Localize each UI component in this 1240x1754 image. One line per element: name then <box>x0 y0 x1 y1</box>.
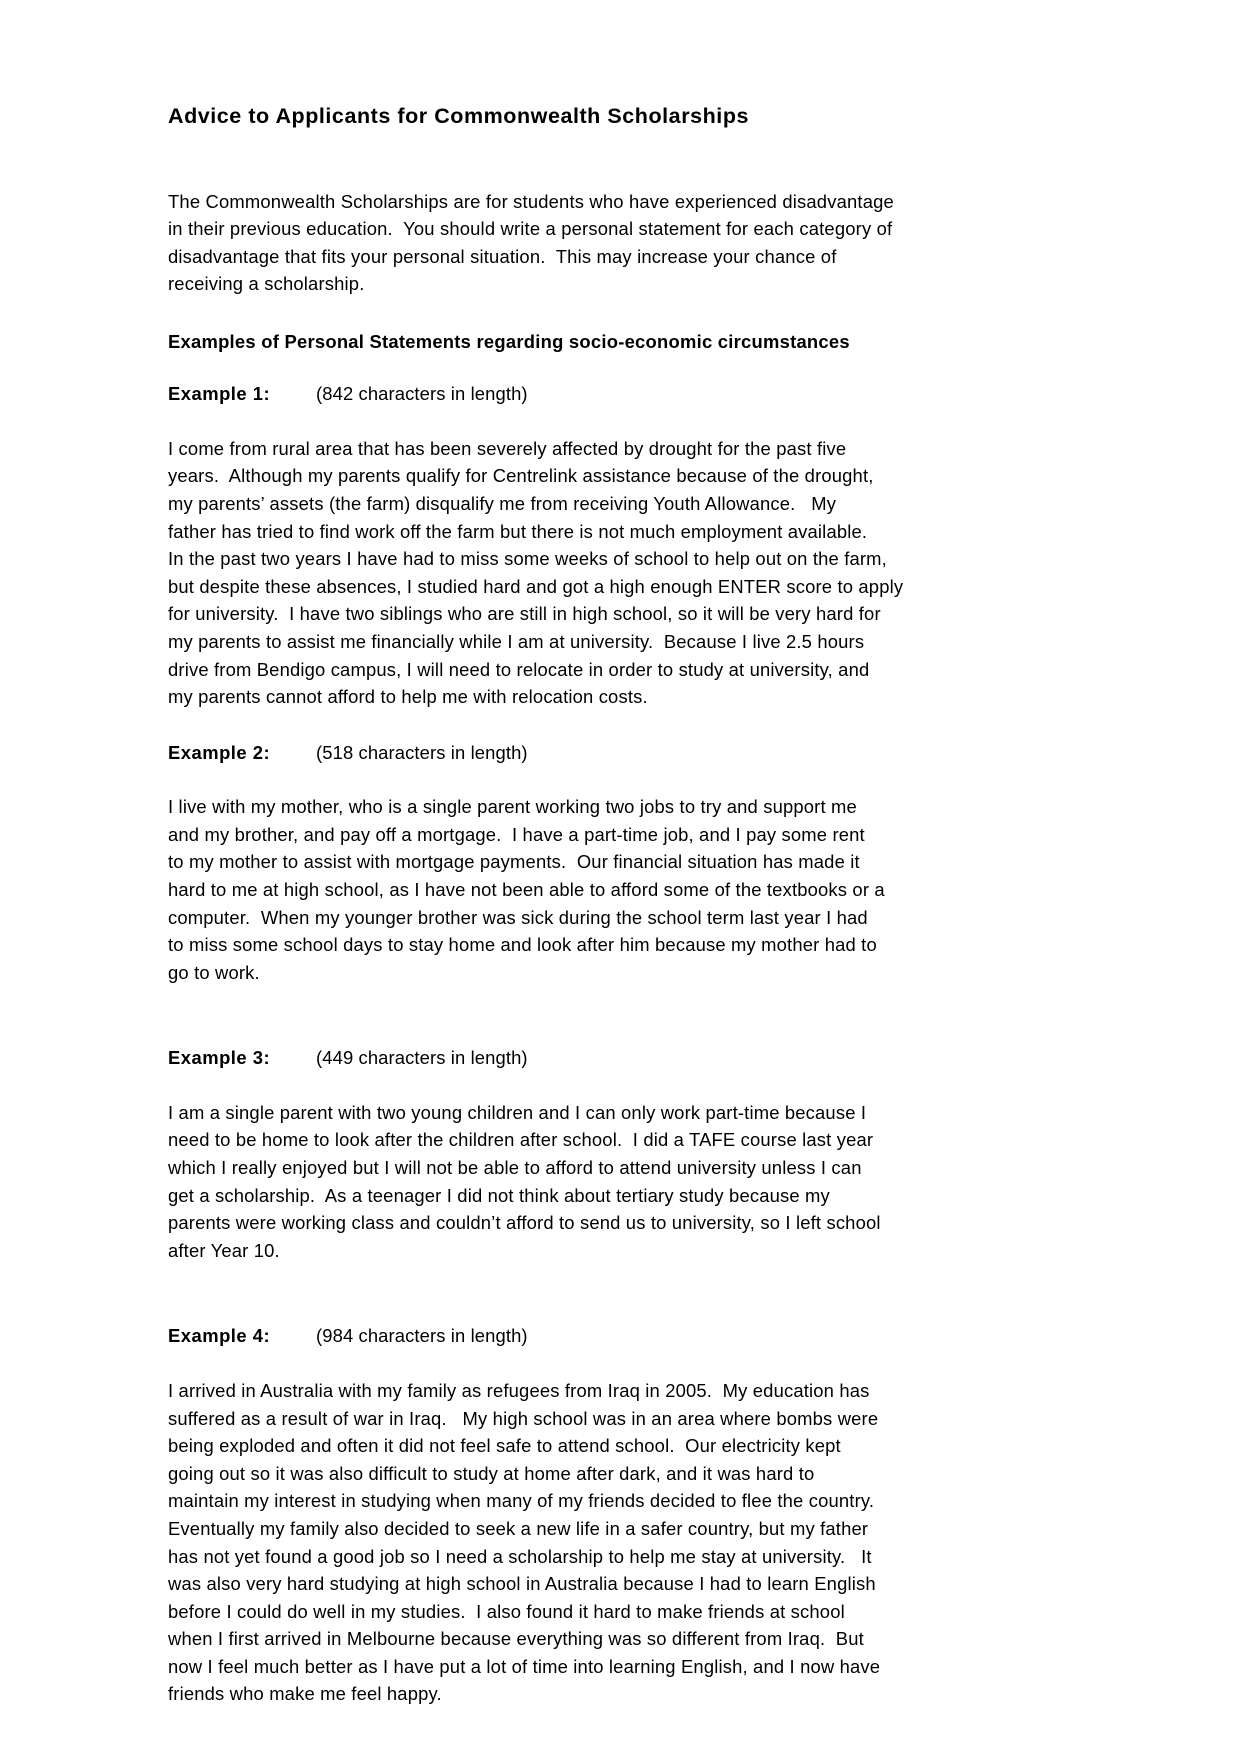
example-line: to my mother to assist with mortgage payments. Our financial situation has made it <box>168 851 860 873</box>
intro-line: receiving a scholarship. <box>168 273 365 295</box>
example-line: before I could do well in my studies. I also found it hard to make friends at school <box>168 1600 845 1622</box>
intro-line: in their previous education. You should write a personal statement for each category of <box>168 218 893 240</box>
example-line: when I first arrived in Melbourne because everything was so different from Iraq. But <box>168 1628 864 1650</box>
example-line: maintain my interest in studying when many of my friends decided to flee the country. <box>168 1490 875 1512</box>
example-label-2 <box>168 739 996 767</box>
example-line: I arrived in Australia with my family as refugees from Iraq in 2005. My education has <box>168 1379 870 1401</box>
section-heading: Examples of Personal Statements regarding socio-economic circumstances <box>168 330 850 352</box>
example-line: computer. When my younger brother was sick during the school term last year I had <box>168 906 868 928</box>
example-body-4 <box>168 1377 996 1708</box>
example-line: In the past two years I have had to miss some weeks of school to help out on the farm, <box>168 548 887 570</box>
example-line: Eventually my family also decided to seek a new life in a safer country, but my father <box>168 1517 869 1539</box>
example-char-count: (449 characters in length) <box>316 1047 528 1069</box>
example-line: I am a single parent with two young children and I can only work part-time because I <box>168 1101 867 1123</box>
example-char-count: (842 characters in length) <box>316 383 528 405</box>
example-line: for university. I have two siblings who are still in high school, so it will be very hard for <box>168 603 881 625</box>
example-char-count: (984 characters in length) <box>316 1325 528 1347</box>
example-line: going out so it was also difficult to study at home after dark, and it was hard to <box>168 1462 815 1484</box>
example-label-text: Example 2: <box>168 741 271 763</box>
example-block-2 <box>168 739 996 987</box>
example-line: drive from Bendigo campus, I will need to relocate in order to study at university, and <box>168 658 870 680</box>
example-line: my parents to assist me financially while I am at university. Because I live 2.5 hours <box>168 630 865 652</box>
example-line: father has tried to find work off the farm but there is not much employment available. <box>168 520 868 542</box>
example-body-1 <box>168 435 996 711</box>
example-body-2 <box>168 793 996 986</box>
example-line: was also very hard studying at high school in Australia because I had to learn English <box>168 1573 876 1595</box>
intro-line: The Commonwealth Scholarships are for students who have experienced disadvantage <box>168 190 894 212</box>
page-title: Advice to Applicants for Commonwealth Scholarships <box>168 104 750 128</box>
example-line: and my brother, and pay off a mortgage. I have a part-time job, and I pay some rent <box>168 823 865 845</box>
example-block-1 <box>168 380 996 710</box>
example-line: years. Although my parents qualify for Centrelink assistance because of the drought, <box>168 465 874 487</box>
example-label-3 <box>168 1044 996 1072</box>
example-label-text: Example 1: <box>168 383 271 405</box>
example-label-1 <box>168 380 996 408</box>
example-line: I come from rural area that has been severely affected by drought for the past five <box>168 437 847 459</box>
example-line: suffered as a result of war in Iraq. My high school was in an area where bombs were <box>168 1407 879 1429</box>
example-line: parents were working class and couldn’t afford to send us to university, so I left school <box>168 1212 881 1234</box>
example-line: go to work. <box>168 961 260 983</box>
example-line: after Year 10. <box>168 1239 280 1261</box>
example-line: my parents cannot afford to help me with relocation costs. <box>168 686 648 708</box>
example-line: my parents’ assets (the farm) disqualify me from receiving Youth Allowance. My <box>168 492 837 514</box>
example-line: now I feel much better as I have put a lot of time into learning English, and I now have <box>168 1655 881 1677</box>
example-line: to miss some school days to stay home and look after him because my mother had to <box>168 934 877 956</box>
example-block-3 <box>168 1044 996 1264</box>
example-line: friends who make me feel happy. <box>168 1683 442 1705</box>
example-body-3 <box>168 1099 996 1265</box>
example-line: I live with my mother, who is a single parent working two jobs to try and support me <box>168 796 857 818</box>
document-content <box>168 104 996 1708</box>
example-label-4 <box>168 1322 996 1350</box>
example-line: but despite these absences, I studied hard and got a high enough ENTER score to apply <box>168 575 904 597</box>
example-line: hard to me at high school, as I have not been able to afford some of the textbooks or a <box>168 879 885 901</box>
example-label-text: Example 4: <box>168 1325 271 1347</box>
example-line: which I really enjoyed but I will not be able to afford to attend university unless I can <box>168 1157 862 1179</box>
example-line: get a scholarship. As a teenager I did not think about tertiary study because my <box>168 1184 830 1206</box>
example-label-text: Example 3: <box>168 1047 271 1069</box>
example-line: has not yet found a good job so I need a scholarship to help me stay at university. It <box>168 1545 872 1567</box>
example-char-count: (518 characters in length) <box>316 741 528 763</box>
intro-line: disadvantage that fits your personal situation. This may increase your chance of <box>168 245 837 267</box>
example-line: being exploded and often it did not feel safe to attend school. Our electricity kept <box>168 1435 841 1457</box>
example-line: need to be home to look after the children after school. I did a TAFE course last year <box>168 1129 874 1151</box>
intro-paragraph <box>168 188 996 298</box>
example-block-4 <box>168 1322 996 1708</box>
